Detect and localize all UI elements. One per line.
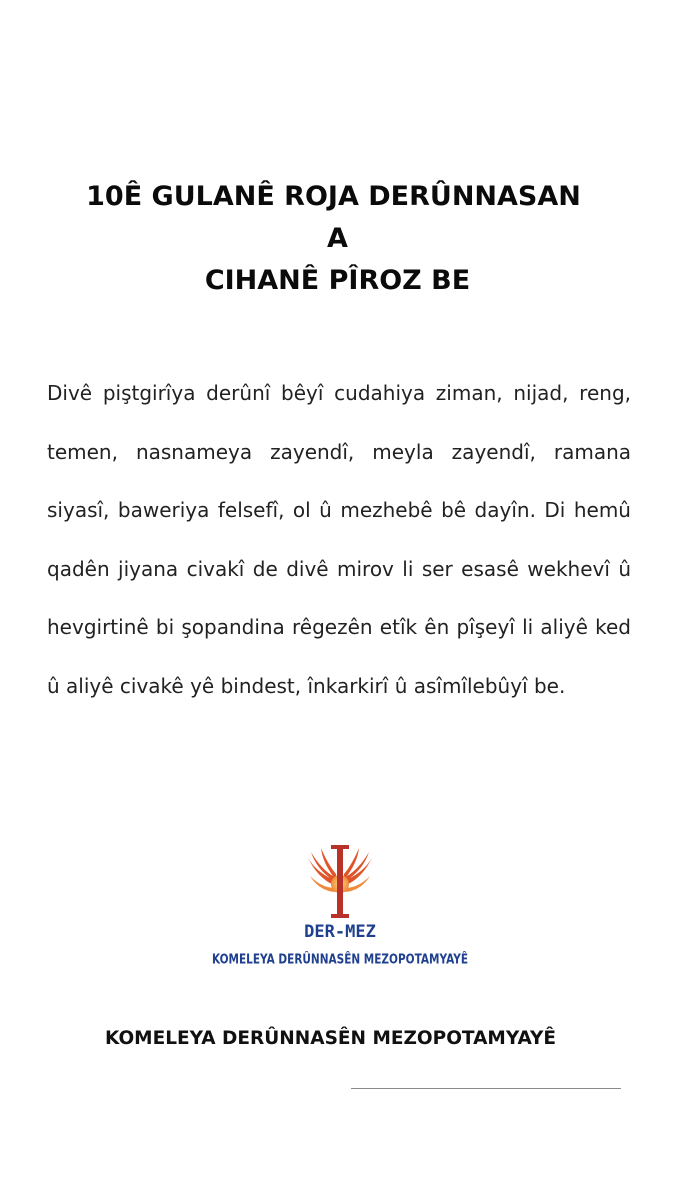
organization-logo	[190, 842, 490, 982]
title-line-2: A	[327, 223, 348, 254]
signature-line	[351, 1088, 621, 1089]
title-line-3: CIHANÊ PÎROZ BE	[204, 265, 471, 296]
logo-name: DER-MEZ	[304, 922, 376, 942]
winged-pillar-logo-icon	[300, 842, 380, 922]
footer-organization-name: KOMELEYA DERÛNNASÊN MEZOPOTAMYAYÊ	[104, 1028, 557, 1049]
page-title	[40, 176, 635, 302]
logo-subtitle: KOMELEYA DERÛNNASÊN MEZOPOTAMYAYÊ	[211, 952, 469, 967]
body-paragraph: Divê piştgirîya derûnî bêyî cudahiya ziman, nijad, reng, temen, nasnameya zayendî, meyla zayendî, ramana siyasî, baweriya felsefî, ol û mezhebê bê dayîn. Di hemû qadên jiyana civakî de divê mirov li ser esasê wekhevî û hevgirtinê bi şopandina rêgezên etîk ên pîşeyî li aliyê ked û aliyê civakê yê bindest, înkarkirî û asîmîlebûyî be.	[47, 381, 631, 698]
title-line-1: 10Ê GULANÊ ROJA DERÛNNASAN	[86, 181, 581, 212]
